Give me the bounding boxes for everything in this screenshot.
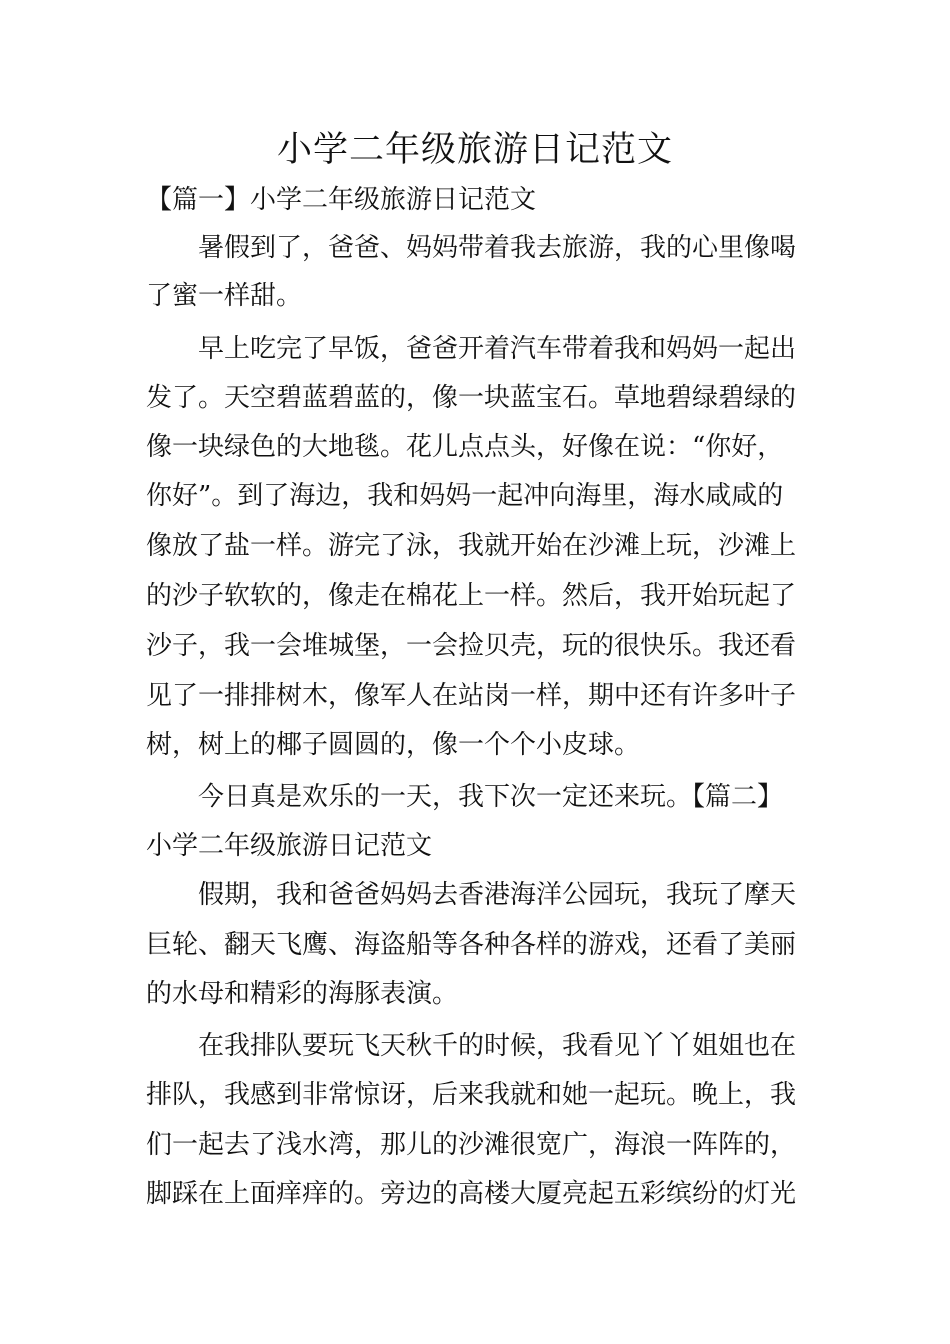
text-line: 的水母和精彩的海豚表演。 (146, 979, 459, 1009)
section-header-1: 【篇一】小学二年级旅游日记范文 (146, 185, 537, 215)
text-line: 们一起去了浅水湾，那儿的沙滩很宽广，海浪一阵阵的， (146, 1130, 797, 1160)
document-title: 小学二年级旅游日记范文 (276, 130, 673, 170)
text-line: 的沙子软软的，像走在棉花上一样。然后，我开始玩起了 (146, 581, 797, 611)
text-line: 你好”。到了海边，我和妈妈一起冲向海里，海水咸咸的 (146, 481, 784, 511)
text-line: 假期，我和爸爸妈妈去香港海洋公园玩，我玩了摩天 (198, 880, 797, 910)
text-line: 小学二年级旅游日记范文 (146, 831, 433, 861)
text-line: 像一块绿色的大地毯。花儿点点头，好像在说：“你好， (146, 432, 784, 462)
text-line: 脚踩在上面痒痒的。旁边的高楼大厦亮起五彩缤纷的灯光 (146, 1179, 797, 1209)
text-line: 了蜜一样甜。 (146, 281, 303, 311)
text-line: 在我排队要玩飞天秋千的时候，我看见丫丫姐姐也在 (198, 1031, 797, 1061)
text-line: 早上吃完了早饭，爸爸开着汽车带着我和妈妈一起出 (198, 334, 797, 364)
text-line: 发了。天空碧蓝碧蓝的，像一块蓝宝石。草地碧绿碧绿的 (146, 383, 797, 413)
text-line: 巨轮、翻天飞鹰、海盗船等各种各样的游戏，还看了美丽 (146, 930, 797, 960)
text-line: 见了一排排树木，像军人在站岗一样，期中还有许多叶子 (146, 681, 797, 711)
text-line: 像放了盐一样。游完了泳，我就开始在沙滩上玩，沙滩上 (146, 531, 797, 561)
text-line: 沙子，我一会堆城堡，一会捡贝壳，玩的很快乐。我还看 (146, 631, 797, 661)
text-line: 排队，我感到非常惊讶，后来我就和她一起玩。晚上，我 (146, 1080, 797, 1110)
text-line: 今日真是欢乐的一天，我下次一定还来玩。【篇二】 (198, 782, 784, 812)
text-line: 暑假到了，爸爸、妈妈带着我去旅游，我的心里像喝 (198, 233, 797, 263)
text-line: 树，树上的椰子圆圆的，像一个个小皮球。 (146, 730, 641, 760)
